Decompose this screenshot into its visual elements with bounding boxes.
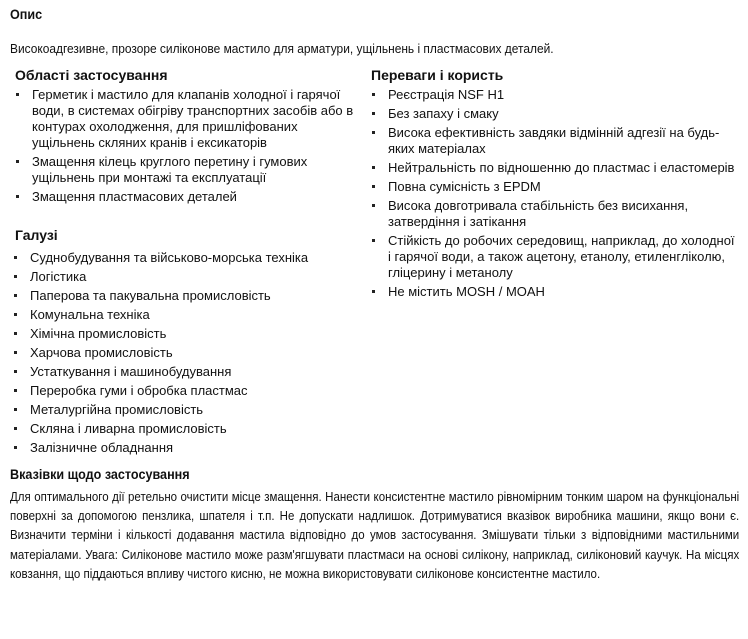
industries-section [13,227,358,459]
list-item: Паперова та пакувальна промисловість [13,288,358,304]
applications-section [15,67,360,208]
list-item: Логістика [13,269,358,285]
list-item: Комунальна техніка [13,307,358,323]
list-item: Змащення кілець круглого перетину і гумових ущільнень при монтажі та експлуатації [15,154,360,186]
applications-heading: Області застосування [15,67,168,83]
description-heading: Опис [10,6,43,22]
list-item: Нейтральність по відношенню до пластмас і еластомерів [371,160,741,176]
bullet-icon [16,160,19,163]
bullet-icon [14,389,17,392]
instructions-heading: Вказівки щодо застосування [10,466,190,482]
list-item: Залізничне обладнання [13,440,358,456]
bullet-icon [14,256,17,259]
bullet-icon [14,275,17,278]
list-item: Скляна і ливарна промисловість [13,421,358,437]
list-item: Устаткування і машинобудування [13,364,358,380]
description-text: Високоадгезивне, прозоре силіконове мастило для арматури, ущільнень і пластмасових деталей. [10,41,554,57]
bullet-icon [14,370,17,373]
bullet-icon [16,93,19,96]
list-item: Переробка гуми і обробка пластмас [13,383,358,399]
bullet-icon [372,112,375,115]
bullet-icon [14,351,17,354]
benefits-list [371,87,741,300]
benefits-section [371,67,741,303]
list-item: Стійкість до робочих середовищ, наприклад, до холодної і гарячої води, а також ацетону, етанолу, етиленгліколю, гліцерину і метанолу [371,233,741,281]
benefits-heading: Переваги і користь [371,67,504,83]
bullet-icon [14,332,17,335]
industries-heading: Галузі [15,227,58,243]
list-item: Повна сумісність з EPDM [371,179,741,195]
bullet-icon [14,427,17,430]
bullet-icon [16,195,19,198]
bullet-icon [14,446,17,449]
bullet-icon [14,294,17,297]
instructions-text: Для оптимального дії ретельно очистити місце змащення. Нанести консистентне мастило рівномірним тонким шаром на функціональні поверхні за допомогою пензлика, шпателя і т.п. Не допускати надлишок. Дотримуватися вказівок виробника машини, якщо вони є. Визначити терміни і кількості додавання мастила відповідно до умов застосування. Змішувати тільки з відповідними мастильними матеріалами. Увага: Силіконове мастило може разм'ягшувати пластмаси на основі силікону, наприклад, силіконовий каучук. На місцях ковзання, що піддаються впливу чистого кисню, не можна використовувати силіконове консистентне мастило. [10,489,740,581]
list-item: Герметик і мастило для клапанів холодної і гарячої води, в системах обігріву транспортних засобів або в контурах охолодження, для пришліфованих ущільнень скляних кранів і ексикаторів [15,87,360,151]
list-item: Металургійна промисловість [13,402,358,418]
bullet-icon [372,290,375,293]
list-item: Змащення пластмасових деталей [15,189,360,205]
bullet-icon [372,93,375,96]
bullet-icon [372,131,375,134]
bullet-icon [14,408,17,411]
bullet-icon [372,204,375,207]
list-item: Суднобудування та військово-морська техніка [13,250,358,266]
list-item: Висока довготривала стабільність без висихання, затвердіння і затікання [371,198,741,230]
bullet-icon [372,239,375,242]
industries-list [13,250,358,456]
list-item: Харчова промисловість [13,345,358,361]
list-item: Без запаху і смаку [371,106,741,122]
bullet-icon [14,313,17,316]
list-item: Висока ефективність завдяки відмінній адгезії на будь-яких матеріалах [371,125,741,157]
list-item: Реєстрація NSF H1 [371,87,741,103]
list-item: Не містить MOSH / MOAH [371,284,741,300]
list-item: Хімічна промисловість [13,326,358,342]
bullet-icon [372,166,375,169]
bullet-icon [372,185,375,188]
applications-list [15,87,360,205]
